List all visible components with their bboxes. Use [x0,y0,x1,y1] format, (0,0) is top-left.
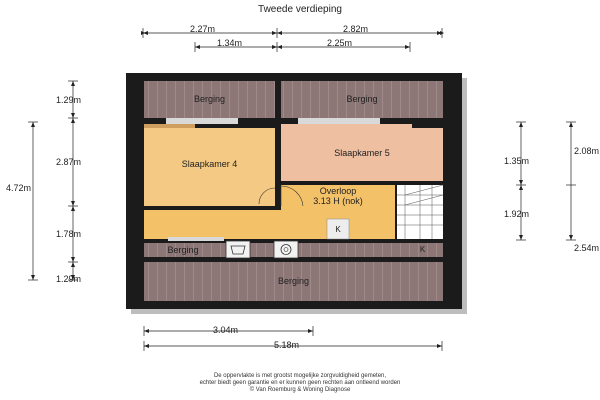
dim-right-inner-1: 1.35m [504,156,530,166]
dim-top-inner-left: 1.34m [217,38,243,48]
page-title: Tweede verdieping [258,4,342,15]
dim-bottom-total: 5.18m [274,340,300,350]
dim-left-4: 1.29m [56,274,82,284]
disclaimer-line-3: © Van Roemburg & Woning Diagnose [249,387,351,393]
room-slaapkamer-5: Slaapkamer 5 [334,148,390,158]
disclaimer-line-2: echter biedt geen garantie en er kunnen geen rechten aan ontleend worden [199,380,401,386]
room-berging-top-right: Berging [346,94,378,104]
room-overloop: Overloop [319,186,357,196]
room-overloop-height: 3.13 H (nok) [313,196,363,206]
dim-top-total-left: 2.27m [190,24,216,34]
dim-bottom-inner: 3.04m [213,325,239,335]
dim-right-outer-2: 2.54m [574,243,600,253]
disclaimer [0,373,600,394]
dim-top-total-right: 2.82m [343,24,369,34]
dim-right-inner-2: 1.92m [504,209,530,219]
dim-top-inner-right: 2.25m [327,38,353,48]
room-k-left: K [335,225,341,234]
dim-left-total: 4.72m [6,183,32,193]
dim-left-1: 1.29m [56,95,82,105]
dim-right-outer-1: 2.08m [574,146,600,156]
room-slaapkamer-4: Slaapkamer 4 [181,159,238,169]
room-berging-top-left: Berging [193,94,226,104]
slaapkamer-4-slope [144,124,195,128]
room-berging-small: Berging [167,245,199,255]
dim-left-3: 1.78m [56,229,82,239]
room-k-right: K [419,245,426,254]
disclaimer-line-1: De oppervlakte is met grootst mogelijke zorgvuldigheid gemeten, [213,373,387,379]
washing-machine-box [226,241,250,258]
room-berging-bottom: Berging [277,276,310,286]
dim-left-2: 2.87m [56,157,82,167]
dryer-box [274,241,298,258]
